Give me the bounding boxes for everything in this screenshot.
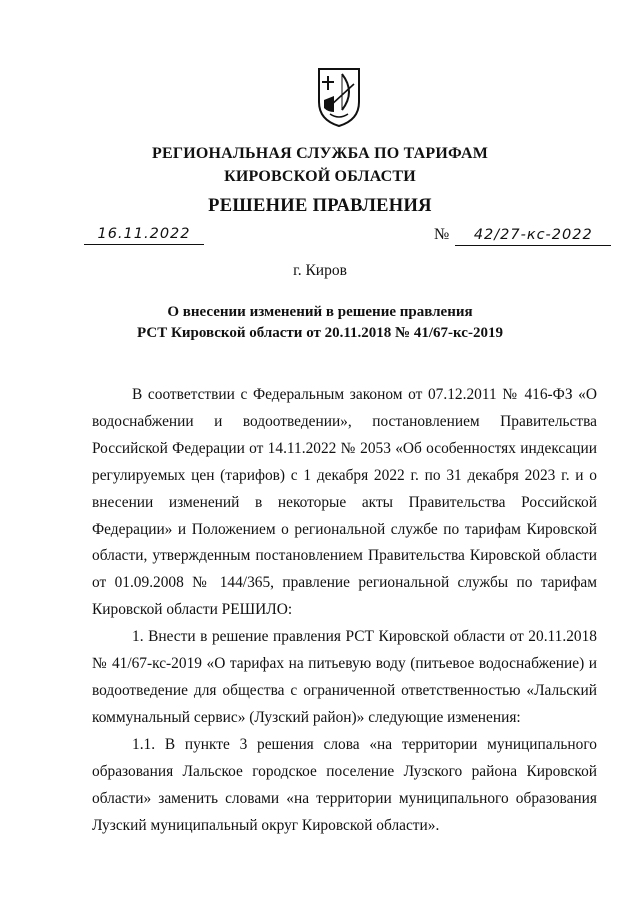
- organization-line-1: РЕГИОНАЛЬНАЯ СЛУЖБА ПО ТАРИФАМ: [151, 145, 489, 162]
- coat-of-arms-emblem: [316, 66, 362, 128]
- document-number-block: [434, 226, 611, 246]
- document-date: 16.11.2022: [84, 226, 204, 245]
- subject-line-1: О внесении изменений в решение правления: [167, 304, 473, 320]
- organization-name: [0, 142, 640, 188]
- city: г. Киров: [293, 262, 347, 279]
- document-number: 42/27-кс-2022: [455, 227, 611, 246]
- paragraph-preamble: В соответствии с Федеральным законом от 07.12.2011 № 416-ФЗ «О водоснабжении и водоотведении», постановлением Правительства Российской Федерации от 14.11.2022 № 2053 «Об особенностях индексации регулируемых цен (тарифов) с 1 декабря 2022 г. по 31 декабря 2023 г. и о внесении изменений в некоторые акты Правительства Российской Федерации» и Положением о региональной службе по тарифам Кировской области, утвержденным постановлением Правительства Кировской области от 01.09.2008 № 144/365, правление региональной службы по тарифам Кировской области РЕШИЛО:: [92, 386, 597, 619]
- document-body: [92, 382, 597, 839]
- document-title: РЕШЕНИЕ ПРАВЛЕНИЯ: [208, 196, 432, 216]
- number-sign: №: [434, 226, 450, 243]
- organization-line-2: КИРОВСКОЙ ОБЛАСТИ: [224, 168, 416, 185]
- subject-line-2: РСТ Кировской области от 20.11.2018 № 41/67-кс-2019: [137, 325, 503, 341]
- paragraph-item-1-1: 1.1. В пункте 3 решения слова «на территории муниципального образования Лальское городское поселение Лузского района Кировской области» заменить словами «на территории муниципального образования Лузский муниципальный округ Кировской области».: [92, 735, 597, 834]
- document-subject: [0, 302, 640, 344]
- paragraph-item-1: 1. Внести в решение правления РСТ Кировской области от 20.11.2018 № 41/67-кс-2019 «О тарифах на питьевую воду (питьевое водоснабжение) и водоотведение для общества с ограниченной ответственностью «Лальский коммунальный сервис» (Лузский район)» следующие изменения:: [92, 628, 597, 726]
